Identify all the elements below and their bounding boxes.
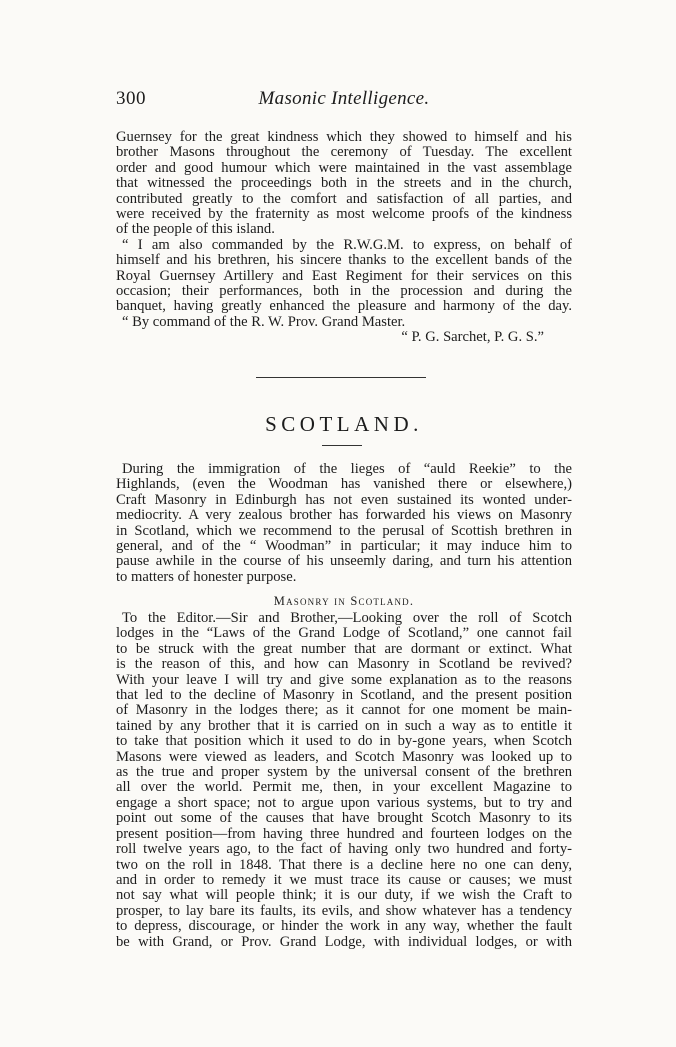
text-line: to matters of honester purpose. [116, 569, 297, 585]
text-line: mediocrity. A very zealous brother has forwarded his views on Masonry [116, 508, 572, 524]
text-line: “ I am also commanded by the R.W.G.M. to express, on behalf of [122, 237, 572, 253]
text-line: prosper, to lay bare its faults, its evils, and show whatever has a tendency [116, 903, 572, 919]
text-line: To the Editor.—Sir and Brother,—Looking over the roll of Scotch [122, 611, 572, 626]
text-line: to depress, discourage, or hinder the work in any way, whether the fault [116, 919, 572, 935]
text-line: and in order to remedy it we must trace its cause or causes; we must [116, 872, 572, 888]
text-line: During the immigration of the lieges of “auld Reekie” to the [122, 462, 572, 477]
text-line: brother Masons throughout the ceremony of Tuesday. The excellent [116, 145, 572, 161]
text-line: in Scotland, which we recommend to the perusal of Scottish brethren in [116, 523, 572, 539]
text-line: Masons were viewed as leaders, and Scotch Masonry was looked up to [116, 749, 572, 765]
text-line: of Masonry in the lodges there; as it cannot for one moment be main- [116, 703, 572, 719]
text-line: all over the world. Permit me, then, in your excellent Magazine to [116, 780, 572, 796]
title-underline [322, 445, 362, 446]
text-line: present position—from having three hundred and fourteen lodges on the [116, 826, 572, 842]
text-line: pause awhile in the course of his unseemly daring, and turn his attention [116, 554, 572, 570]
text-line: were received by the fraternity as most welcome proofs of the kindness [116, 207, 572, 223]
text-line: point out some of the causes that have brought Scotch Masonry to its [116, 811, 572, 827]
text-line: Craft Masonry in Edinburgh has not even sustained its wonted under- [116, 492, 572, 508]
text-line: roll twelve years ago, to the fact of having only two hundred and forty- [116, 842, 572, 858]
text-line: be with Grand, or Prov. Grand Lodge, with individual lodges, or with [116, 934, 572, 950]
top-paragraphs [116, 130, 572, 346]
intro-paragraph [116, 462, 572, 585]
text-line: himself and his brethren, his sincere thanks to the excellent bands of the [116, 253, 572, 269]
text-line: lodges in the “Laws of the Grand Lodge of Scotland,” one cannot fail [116, 626, 572, 642]
text-line: order and good humour which were maintained in the vast assemblage [116, 160, 572, 176]
text-line: not say what will people think; it is our duty, if we wish the Craft to [116, 888, 572, 904]
text-line: Royal Guernsey Artillery and East Regiment for their services on this [116, 268, 572, 284]
text-line: as the true and proper system by the universal consent of the brethren [116, 765, 572, 781]
section-divider [256, 377, 426, 378]
text-line: to be struck with the great number that are dormant or extinct. What [116, 641, 572, 657]
text-line: is the reason of this, and how can Masonry in Scotland be revived? [116, 657, 572, 673]
text-line: that led to the decline of Masonry in Scotland, and the present position [116, 688, 572, 704]
letter-title: Masonry in Scotland. [273, 594, 415, 608]
text-line: to take that position which it used to do in by-gone years, when Scotch [116, 734, 572, 750]
text-line: of the people of this island. [116, 222, 275, 238]
text-line: engage a short space; not to argue upon various systems, but to try and [116, 795, 572, 811]
signature-line: “ P. G. Sarchet, P. G. S.” [401, 330, 544, 346]
text-line: occasion; their performances, both in the procession and during the [116, 284, 572, 300]
text-line: tained by any brother that it is carried on in such a way as to entitle it [116, 718, 572, 734]
text-line: Highlands, (even the Woodman has vanished there or elsewhere,) [116, 477, 572, 493]
text-line: that witnessed the proceedings both in the streets and in the church, [116, 176, 572, 192]
text-line: With your leave I will try and give some explanation as to the reasons [116, 672, 572, 688]
letter-paragraph [116, 611, 572, 950]
text-line: banquet, having greatly enhanced the pleasure and harmony of the day. [116, 299, 572, 315]
page-number: 300 [116, 88, 146, 109]
running-title: Masonic Intelligence. [258, 88, 430, 109]
text-line: contributed greatly to the comfort and satisfaction of all parties, and [116, 191, 572, 207]
text-line: Guernsey for the great kindness which they showed to himself and his [116, 130, 572, 145]
text-line: two on the roll in 1848. That there is a decline here no one can deny, [116, 857, 572, 873]
text-line: general, and of the “ Woodman” in particular; it may induce him to [116, 539, 572, 555]
section-title: SCOTLAND. [265, 412, 423, 436]
running-head [116, 88, 572, 114]
text-line: “ By command of the R. W. Prov. Grand Master. [122, 314, 406, 330]
